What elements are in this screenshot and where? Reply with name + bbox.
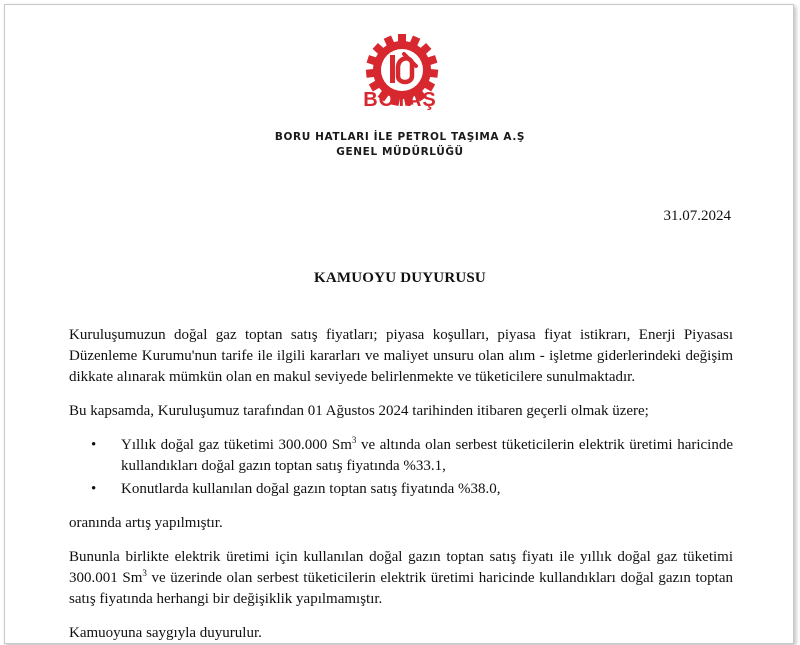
- bullet-dot-icon: •: [91, 437, 97, 453]
- paragraph-closing: Kamuoyuna saygıyla duyurulur.: [69, 625, 262, 641]
- company-line-2: GENEL MÜDÜRLÜĞÜ: [336, 146, 464, 158]
- paragraph4-text-pre: Bununla birlikte elektrik üretimi için kullanılan doğal gazın toptan satış fiyatı ile yıllık doğal gaz tüketimi 300.001 Sm: [69, 549, 733, 586]
- company-name: [5, 130, 794, 160]
- document-date: 31.07.2024: [663, 208, 731, 224]
- list-item: [91, 479, 733, 500]
- bullet1-text-post: ve altında olan serbest tüketicilerin elektrik üretimi haricinde kullandıkları doğal gazın toptan satış fiyatında %33.1,: [121, 437, 733, 474]
- document-title: KAMUOYU DUYURUSU: [314, 270, 486, 286]
- paragraph-intro: Kuruluşumuzun doğal gaz toptan satış fiyatları; piyasa koşulları, piyasa fiyat istikrarı, Enerji Piyasası Düzenleme Kurumu'nun tarife ile ilgili kararları ve maliyet unsuru olan alım - işletme giderlerindeki değişim dikkate alınarak mümkün olan en makul seviyede belirlenmekte ve tüketicilere sunulmaktadır.: [69, 327, 733, 385]
- brand-name: BOTAŞ: [363, 89, 437, 111]
- list-item: [91, 435, 733, 477]
- bullet-dot-icon: •: [91, 481, 97, 497]
- bullet1-superscript: 3: [351, 435, 357, 445]
- paragraph4-text-post: ve üzerinde olan serbest tüketicilerin elektrik üretimi haricinde kullandıkları doğal gazın toptan satış fiyatında herhangi bir değişiklik yapılmamıştır.: [69, 570, 733, 607]
- document-body: [69, 325, 733, 644]
- bullet-list: [69, 435, 733, 500]
- bullet1-text-pre: Yıllık doğal gaz tüketimi 300.000 Sm: [121, 437, 352, 453]
- paragraph4-superscript: 3: [142, 568, 147, 578]
- company-line-1: BORU HATLARI İLE PETROL TAŞIMA A.Ş: [274, 131, 526, 143]
- paragraph-no-change: [69, 547, 733, 610]
- bullet2-text: Konutlarda kullanılan doğal gazın toptan satış fiyatında %38.0,: [121, 481, 501, 497]
- paragraph-scope: Bu kapsamda, Kuruluşumuz tarafından 01 Ağustos 2024 tarihinden itibaren geçerli olmak üzere;: [69, 403, 649, 419]
- paragraph-increase: oranında artış yapılmıştır.: [69, 515, 223, 531]
- document-page: [4, 4, 794, 644]
